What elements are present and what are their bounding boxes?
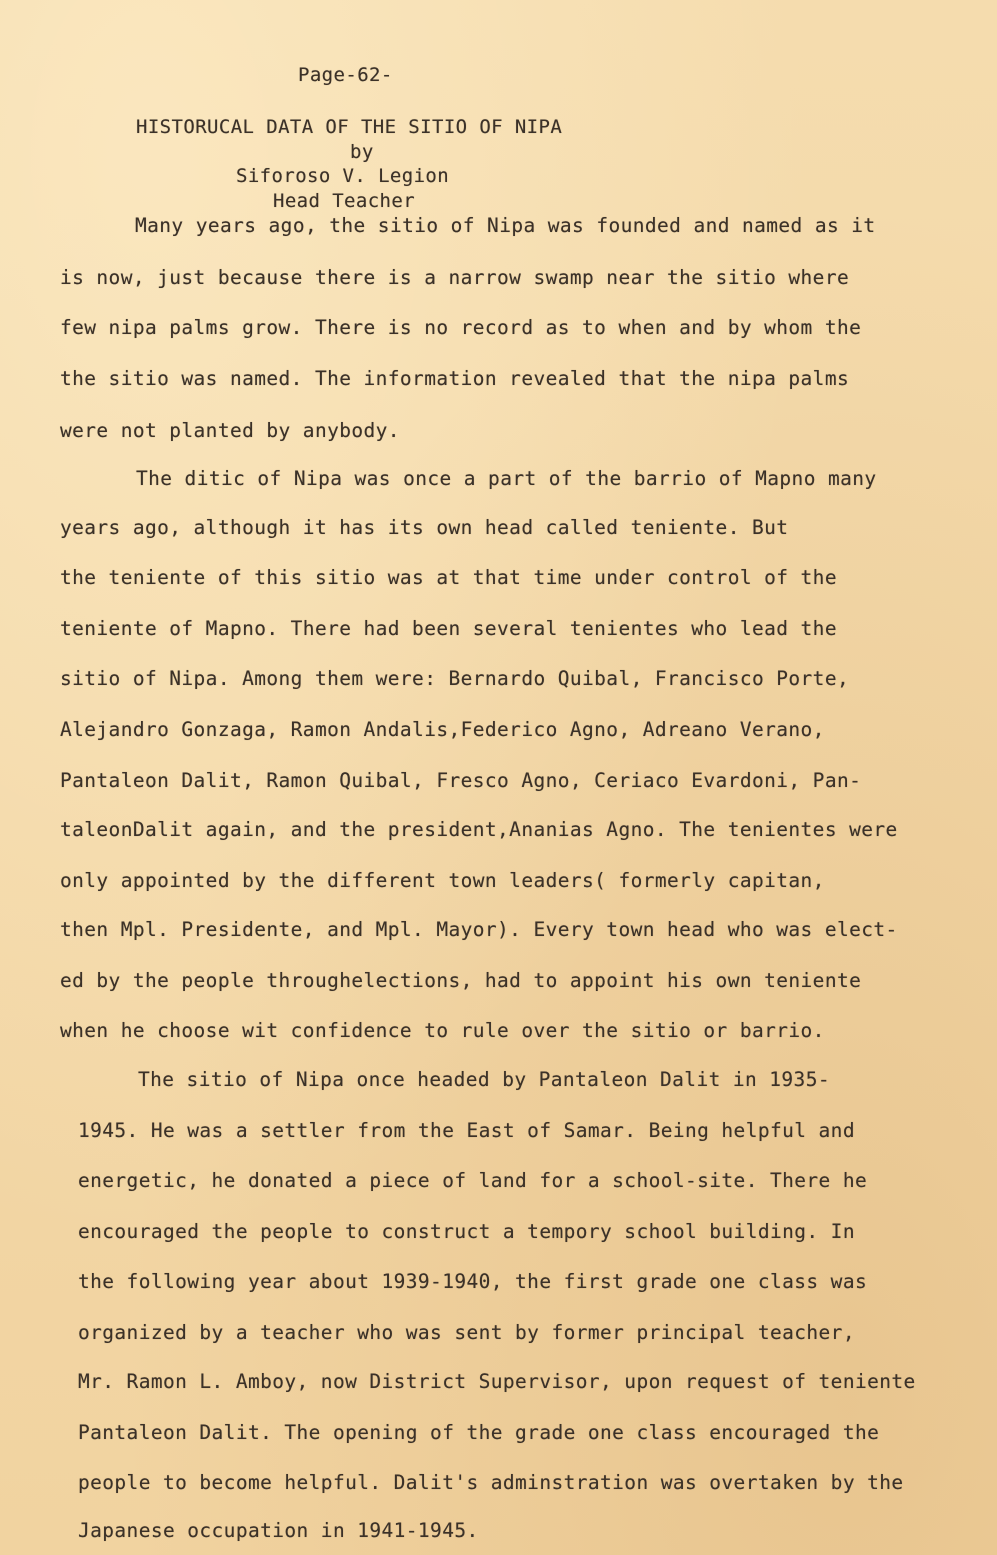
body-line: years ago, although it has its own head called teniente. But <box>60 516 789 539</box>
body-line: the sitio was named. The information revealed that the nipa palms <box>60 367 850 390</box>
body-line: Alejandro Gonzaga, Ramon Andalis,Federico Agno, Adreano Verano, <box>60 718 825 741</box>
author-role: Head Teacher <box>273 190 416 212</box>
body-line: the following year about 1939-1940, the first grade one class was <box>78 1270 868 1293</box>
body-line: the teniente of this sitio was at that time under control of the <box>60 566 837 589</box>
byline-by: by <box>350 141 374 163</box>
body-line: were not planted by anybody. <box>60 419 400 442</box>
body-line: people to become helpful. Dalit's adminstration was overtaken by the <box>78 1471 904 1494</box>
author-name: Siforoso V. Legion <box>236 165 450 187</box>
page-number: Page-62- <box>298 64 393 86</box>
body-line: The sitio of Nipa once headed by Pantaleon Dalit in 1935- <box>138 1068 830 1091</box>
body-line: is now, just because there is a narrow swamp near the sitio where <box>60 266 850 289</box>
body-line: organized by a teacher who was sent by former principal teacher, <box>78 1321 855 1344</box>
body-line: Mr. Ramon L. Amboy, now District Supervisor, upon request of teniente <box>78 1370 916 1393</box>
body-line: Japanese occupation in 1941-1945. <box>78 1519 479 1542</box>
body-line: taleonDalit again, and the president,Ananias Agno. The tenientes were <box>60 818 898 841</box>
body-line: teniente of Mapno. There had been several tenientes who lead the <box>60 617 837 640</box>
body-line: energetic, he donated a piece of land for a school-site. There he <box>78 1169 868 1192</box>
body-line: when he choose wit confidence to rule over the sitio or barrio. <box>60 1019 825 1042</box>
body-line: encouraged the people to construct a tempory school building. In <box>78 1220 855 1243</box>
body-line: Pantaleon Dalit. The opening of the grade one class encouraged the <box>78 1421 880 1444</box>
body-line: then Mpl. Presidente, and Mpl. Mayor). Every town head who was elect- <box>60 918 898 941</box>
body-line: 1945. He was a settler from the East of Samar. Being helpful and <box>78 1119 855 1142</box>
document-title: HISTORUCAL DATA OF THE SITIO OF NIPA <box>136 116 563 138</box>
body-line: Pantaleon Dalit, Ramon Quibal, Fresco Agno, Ceriaco Evardoni, Pan- <box>60 769 862 792</box>
body-line: ed by the people throughelections, had to appoint his own teniente <box>60 969 862 992</box>
body-line: The ditic of Nipa was once a part of the barrio of Mapno many <box>136 467 877 490</box>
body-line: few nipa palms grow. There is no record as to when and by whom the <box>60 316 862 339</box>
body-line: sitio of Nipa. Among them were: Bernardo Quibal, Francisco Porte, <box>60 667 850 690</box>
body-line: only appointed by the different town leaders( formerly capitan, <box>60 869 825 892</box>
body-line: Many years ago, the sitio of Nipa was founded and named as it <box>135 214 876 237</box>
